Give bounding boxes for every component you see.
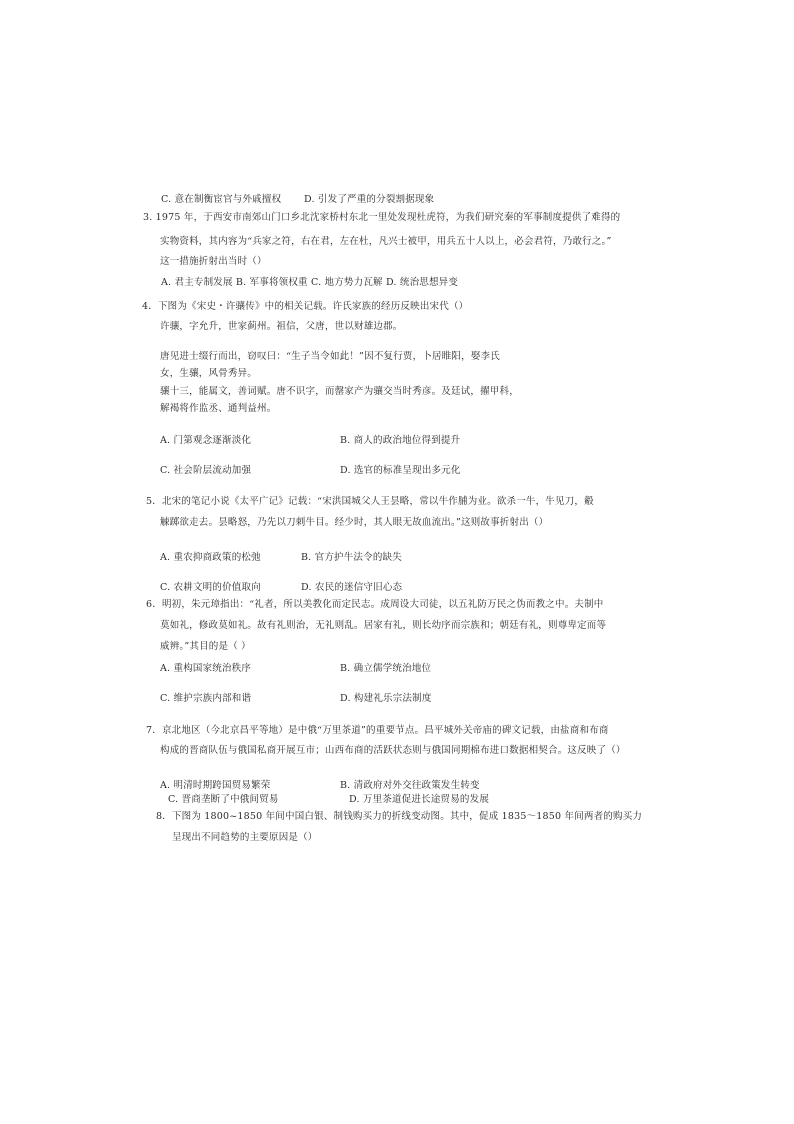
- question-5-option-d: D. 农民的迷信守旧心态: [301, 582, 403, 593]
- question-5-line-1: 5．北宋的笔记小说《太平广记》记载：“宋洪国城父人王昙略，常以牛作脯为业。欲杀一牛，牛见刀，觳: [146, 496, 594, 507]
- question-6-line-2: 莫如礼，修政莫如礼。故有礼则治，无礼则乱。居家有礼，则长幼序而宗族和；朝廷有礼，则尊卑定而等: [160, 620, 607, 631]
- question-5-line-2: 觫踯欲走去。昙略怒，乃先以刀刺牛目。经少时，其人眼无故血流出。”这则故事折射出（）: [160, 517, 549, 528]
- prev-option-d: D. 引发了严重的分裂割据现象: [304, 194, 435, 205]
- question-4-option-c: C. 社会阶层流动加强: [160, 465, 252, 476]
- question-4-quote-5: 解褐将作监丞、通判益州。: [160, 403, 277, 414]
- question-4-quote-4: 骧十三，能属文，善词赋。唐不识字，而罄家产为骧交当时秀彦。及廷试，擢甲科，: [160, 386, 519, 397]
- question-6-option-a: A. 重构国家统治秩序: [160, 663, 252, 674]
- question-5-option-b: B. 官方护牛法令的缺失: [301, 552, 402, 563]
- question-7-line-1: 7．京北地区（今北京昌平等地）是中俄“万里茶道”的重要节点。昌平城外关帝庙的碑文记载，由盐商和布商: [146, 725, 609, 736]
- prev-option-c: C. 意在制衡宦官与外戚擅权: [161, 194, 282, 205]
- question-6-option-d: D. 构建礼乐宗法制度: [340, 693, 432, 704]
- question-7-option-d: D. 万里茶道促进长途贸易的发展: [349, 794, 490, 805]
- question-3-options: A. 君主专制发展 B. 军事将领权重 C. 地方势力瓦解 D. 统治思想异变: [161, 277, 459, 288]
- question-4-quote-1: 许骧，字允升，世家蓟州。祖信，父唐，世以财雄边郡。: [160, 321, 403, 332]
- question-7-option-a: A. 明清时期跨国贸易繁荣: [160, 780, 271, 791]
- question-6-line-3: 威辨。”其目的是（ ）: [160, 641, 251, 652]
- question-4-option-a: A. 门第观念逐渐淡化: [160, 435, 252, 446]
- question-8-line-2: 呈现出不同趋势的主要原因是（）: [172, 832, 318, 843]
- question-5-option-a: A. 重农抑商政策的松弛: [160, 552, 261, 563]
- question-7-option-c: C. 晋商垄断了中俄间贸易: [168, 794, 279, 805]
- question-7-line-2: 构成的晋商队伍与俄国私商开展互市；山西布商的活跃状态则与俄国同期棉布进口数据相契合。这反映了（）: [160, 745, 626, 756]
- question-4-line-1: 4．下图为《宋史・许骧传》中的相关记载。许氏家族的经历反映出宋代（）: [142, 301, 469, 312]
- question-7-option-b: B. 清政府对外交往政策发生转变: [340, 780, 480, 791]
- question-6-line-1: 6．明初，朱元璋指出：“礼者，所以美教化而定民志。成周设大司徒，以五礼防万民之伪而教之中。夫制中: [146, 599, 604, 610]
- question-6-option-c: C. 维护宗族内部和谐: [160, 693, 252, 704]
- question-5-option-c: C. 农耕文明的价值取向: [160, 582, 261, 593]
- question-6-option-b: B. 确立儒学统治地位: [340, 663, 432, 674]
- question-3-line-2: 实物资料，其内容为“兵家之符，右在君，左在杜，凡兴士被甲，用兵五十人以上，必会君符，乃敢行之。”: [160, 236, 612, 247]
- question-4-quote-3: 女，生骧，风骨秀异。: [160, 368, 258, 379]
- question-4-option-d: D. 选官的标准呈现出多元化: [340, 465, 461, 476]
- question-8-line-1: 8．下图为 1800~1850 年间中国白银、制钱购买力的折线变动图。其中，促成 1835～1850 年间两者的购买力: [156, 811, 643, 822]
- question-4-option-b: B. 商人的政治地位得到提升: [340, 435, 461, 446]
- question-3-line-3: 这一措施折射出当时（）: [160, 256, 267, 267]
- question-4-quote-2: 唐见进士缀行而出，窃叹曰：“生子当令如此！”因不复行贾，卜居睢阳，娶李氏: [160, 351, 500, 362]
- question-3-line-1: 3. 1975 年，于西安市南郊山门口乡北沈家桥村东北一里处发现杜虎符，为我们研究秦的军事制度提供了难得的: [143, 212, 621, 223]
